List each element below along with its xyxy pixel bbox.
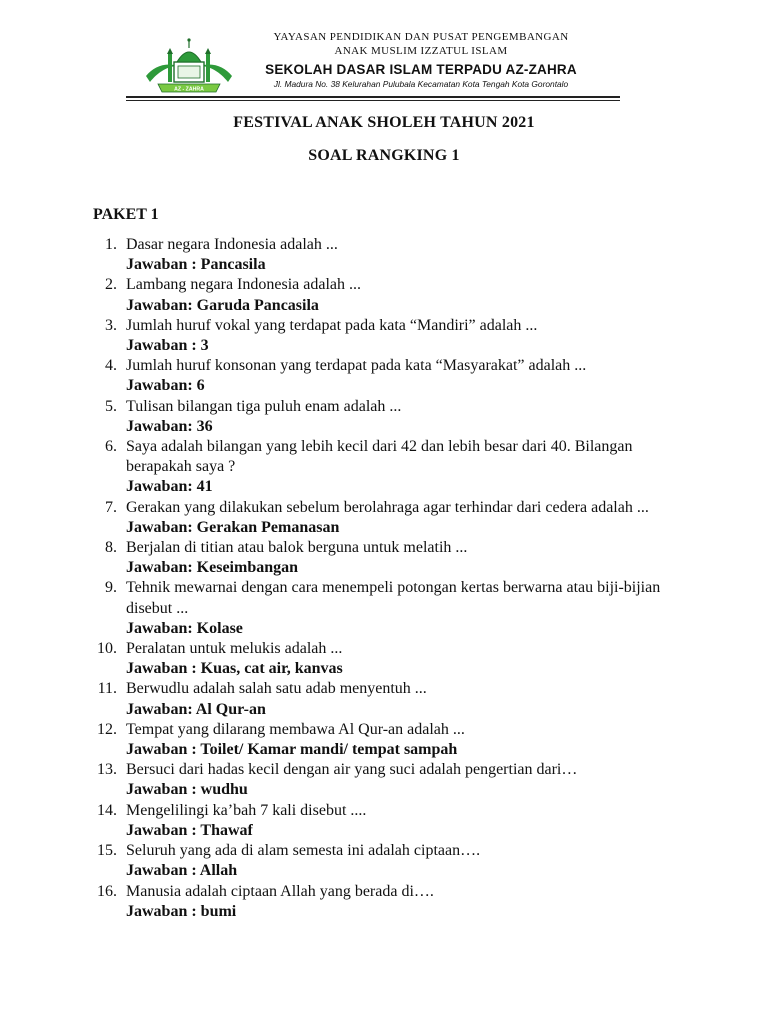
question-item	[93, 882, 693, 922]
question-item	[93, 437, 693, 498]
question-number: 5.	[105, 397, 117, 415]
question-text: Gerakan yang dilakukan sebelum berolahraga agar terhindar dari cedera adalah ...	[126, 498, 649, 516]
question-text: Manusia adalah ciptaan Allah yang berada di….	[126, 882, 434, 900]
answer-text: Jawaban : Thawaf	[126, 821, 253, 839]
question-number: 4.	[105, 357, 117, 375]
question-number: 9.	[105, 579, 117, 597]
question-item	[93, 397, 693, 437]
question-text: Dasar negara Indonesia adalah ...	[126, 236, 338, 253]
question-number: 2.	[105, 276, 117, 294]
letterhead-rule-thin	[126, 100, 620, 101]
question-text: Tehnik mewarnai dengan cara menempeli potongan kertas berwarna atau biji-bijian disebut ...	[126, 579, 661, 617]
question-text: Lambang negara Indonesia adalah ...	[126, 276, 362, 294]
question-item	[93, 538, 693, 578]
question-number: 12.	[97, 720, 117, 738]
answer-text: Jawaban : 3	[126, 337, 209, 355]
question-number: 11.	[97, 680, 117, 698]
question-number: 10.	[97, 640, 117, 658]
question-number: 8.	[105, 539, 117, 557]
question-text: Tulisan bilangan tiga puluh enam adalah ...	[126, 397, 402, 415]
question-text: Berjalan di titian atau balok berguna untuk melatih ...	[126, 539, 468, 557]
question-number: 6.	[105, 438, 117, 456]
question-text: Jumlah huruf vokal yang terdapat pada kata “Mandiri” adalah ...	[126, 316, 538, 334]
answer-text: Jawaban: Keseimbangan	[126, 559, 299, 577]
logo-ribbon-text: AZ - ZAHRA	[174, 86, 204, 93]
question-text: Mengelilingi ka’bah 7 kali disebut ....	[126, 801, 367, 819]
question-text: Jumlah huruf konsonan yang terdapat pada kata “Masyarakat” adalah ...	[126, 357, 587, 375]
question-item	[93, 801, 693, 841]
school-logo-icon	[144, 36, 234, 96]
letterhead-text	[226, 30, 616, 90]
question-item	[93, 578, 693, 639]
question-number: 7.	[105, 498, 117, 516]
question-text: Saya adalah bilangan yang lebih kecil dari 42 dan lebih besar dari 40. Bilangan berapakah saya ?	[126, 438, 633, 476]
question-item	[93, 841, 693, 881]
answer-text: Jawaban: Al Qur-an	[126, 700, 266, 718]
answer-text: Jawaban : wudhu	[126, 781, 248, 799]
question-number: 1.	[105, 236, 117, 253]
question-list	[93, 235, 693, 922]
document-subtitle: SOAL RANGKING 1	[308, 147, 460, 164]
answer-text: Jawaban: 41	[126, 478, 213, 496]
answer-text: Jawaban: Kolase	[126, 619, 243, 637]
question-item	[93, 275, 693, 315]
question-number: 14.	[97, 801, 117, 819]
answer-text: Jawaban: 36	[126, 417, 213, 435]
question-text: Seluruh yang ada di alam semesta ini adalah ciptaan….	[126, 842, 481, 860]
foundation-name-line2: ANAK MUSLIM IZZATUL ISLAM	[334, 45, 508, 57]
answer-text: Jawaban : bumi	[126, 902, 237, 920]
school-name: SEKOLAH DASAR ISLAM TERPADU AZ-ZAHRA	[265, 62, 577, 77]
question-item	[93, 235, 693, 275]
question-item	[93, 720, 693, 760]
answer-text: Jawaban: Garuda Pancasila	[126, 296, 319, 314]
question-item	[93, 356, 693, 396]
document-title: FESTIVAL ANAK SHOLEH TAHUN 2021	[233, 114, 535, 131]
question-text: Tempat yang dilarang membawa Al Qur-an adalah ...	[126, 720, 465, 738]
answer-text: Jawaban : Allah	[126, 862, 238, 880]
question-text: Berwudlu adalah salah satu adab menyentuh ...	[126, 680, 427, 698]
section-heading: PAKET 1	[93, 206, 159, 223]
question-number: 16.	[97, 882, 117, 900]
answer-text: Jawaban: 6	[126, 377, 205, 395]
question-text: Bersuci dari hadas kecil dengan air yang suci adalah pengertian dari…	[126, 761, 578, 779]
answer-text: Jawaban : Toilet/ Kamar mandi/ tempat sampah	[126, 741, 458, 759]
question-number: 15.	[97, 842, 117, 860]
answer-text: Jawaban : Kuas, cat air, kanvas	[126, 660, 343, 678]
question-number: 13.	[97, 761, 117, 779]
answer-text: Jawaban: Gerakan Pemanasan	[126, 518, 340, 536]
foundation-name: YAYASAN PENDIDIKAN DAN PUSAT PENGEMBANGAN	[273, 31, 569, 43]
question-item	[93, 639, 693, 679]
question-item	[93, 679, 693, 719]
letterhead-rule-thick	[126, 96, 620, 98]
letterhead	[126, 30, 622, 100]
school-address: Jl. Madura No. 38 Kelurahan Pulubala Kecamatan Kota Tengah Kota Gorontalo	[273, 79, 569, 89]
question-item	[93, 316, 693, 356]
question-item	[93, 760, 693, 800]
question-text: Peralatan untuk melukis adalah ...	[126, 640, 343, 658]
question-number: 3.	[105, 316, 117, 334]
question-item	[93, 498, 693, 538]
answer-text: Jawaban : Pancasila	[126, 256, 266, 274]
